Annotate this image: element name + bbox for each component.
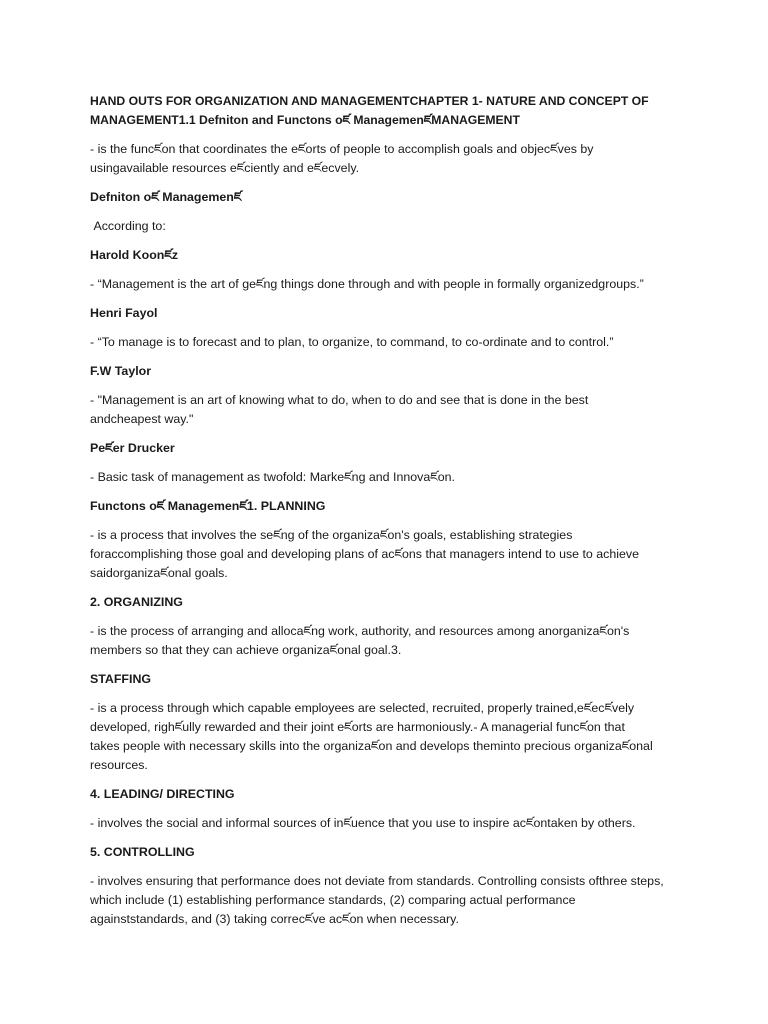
author-heading bbox=[90, 304, 680, 323]
text-line: againststandards, and (3) taking correcཛve acཛon when necessary. bbox=[90, 912, 459, 926]
paragraph bbox=[90, 526, 680, 583]
text-line: - "Management is an art of knowing what to do, when to do and see that is done in the best bbox=[90, 393, 589, 407]
text-line: - involves ensuring that performance does not deviate from standards. Controlling consists ofthree steps, bbox=[90, 874, 664, 888]
text-line: Henri Fayol bbox=[90, 306, 158, 320]
text-line: Peཛer Drucker bbox=[90, 441, 175, 455]
section-heading bbox=[90, 188, 680, 207]
paragraph bbox=[90, 217, 680, 236]
paragraph bbox=[90, 872, 680, 929]
section-heading bbox=[90, 670, 680, 689]
paragraph bbox=[90, 140, 680, 178]
section-heading bbox=[90, 785, 680, 804]
paragraph bbox=[90, 622, 680, 660]
quote-paragraph bbox=[90, 468, 680, 487]
paragraph bbox=[90, 814, 680, 833]
text-line: 2. ORGANIZING bbox=[90, 595, 183, 609]
text-line: which include (1) establishing performance standards, (2) comparing actual performance bbox=[90, 893, 576, 907]
paragraph bbox=[90, 699, 680, 775]
text-line: HAND OUTS FOR ORGANIZATION AND MANAGEMENTCHAPTER 1- NATURE AND CONCEPT OF bbox=[90, 94, 649, 108]
text-line: developed, righཛully rewarded and their joint eཛorts are harmoniously.- A managerial funcཛon that bbox=[90, 720, 625, 734]
text-line: - is a process through which capable employees are selected, recruited, properly trained,eཛecཛvely bbox=[90, 701, 635, 715]
document-page bbox=[90, 92, 680, 939]
text-line: 4. LEADING/ DIRECTING bbox=[90, 787, 235, 801]
text-line: According to: bbox=[90, 219, 166, 233]
text-line: - is the funcཛon that coordinates the eཛorts of people to accomplish goals and objecཛves by bbox=[90, 142, 594, 156]
text-line: andcheapest way." bbox=[90, 412, 194, 426]
text-line: F.W Taylor bbox=[90, 364, 152, 378]
text-line: saidorganizaཛonal goals. bbox=[90, 566, 228, 580]
text-line: - “Management is the art of geཛng things done through and with people in formally organizedgroups.” bbox=[90, 277, 644, 291]
text-line: members so that they can achieve organizaཛonal goal.3. bbox=[90, 643, 402, 657]
quote-paragraph bbox=[90, 391, 680, 429]
text-line: foraccomplishing those goal and developing plans of acཛons that managers intend to use to achieve bbox=[90, 547, 639, 561]
author-heading bbox=[90, 439, 680, 458]
document-title bbox=[90, 92, 680, 130]
text-line: usingavailable resources eཛciently and eཛecvely. bbox=[90, 161, 360, 175]
quote-paragraph bbox=[90, 275, 680, 294]
text-line: Functons oཛ Managemenཛ1. PLANNING bbox=[90, 499, 326, 513]
author-heading bbox=[90, 246, 680, 265]
text-line: 5. CONTROLLING bbox=[90, 845, 195, 859]
text-line: Harold Koonཛz bbox=[90, 248, 179, 262]
text-line: - Basic task of management as twofold: Markeཛng and Innovaཛon. bbox=[90, 470, 456, 484]
author-heading bbox=[90, 362, 680, 381]
quote-paragraph bbox=[90, 333, 680, 352]
text-line: - “To manage is to forecast and to plan, to organize, to command, to co-ordinate and to control.” bbox=[90, 335, 614, 349]
text-line: - is the process of arranging and allocaཛng work, authority, and resources among anorganizaཛon's bbox=[90, 624, 630, 638]
text-line: MANAGEMENT1.1 Defniton and Functons oཛ ManagemenཛMANAGEMENT bbox=[90, 113, 520, 127]
text-line: Defniton oཛ Managemenཛ bbox=[90, 190, 242, 204]
section-heading bbox=[90, 593, 680, 612]
text-line: takes people with necessary skills into the organizaཛon and develops theminto precious organizaཛonal bbox=[90, 739, 653, 753]
text-line: - involves the social and informal sources of inཛuence that you use to inspire acཛontaken by others. bbox=[90, 816, 636, 830]
text-line: STAFFING bbox=[90, 672, 152, 686]
text-line: resources. bbox=[90, 758, 148, 772]
section-heading bbox=[90, 843, 680, 862]
section-heading bbox=[90, 497, 680, 516]
text-line: - is a process that involves the seཛng of the organizaཛon's goals, establishing strategies bbox=[90, 528, 573, 542]
